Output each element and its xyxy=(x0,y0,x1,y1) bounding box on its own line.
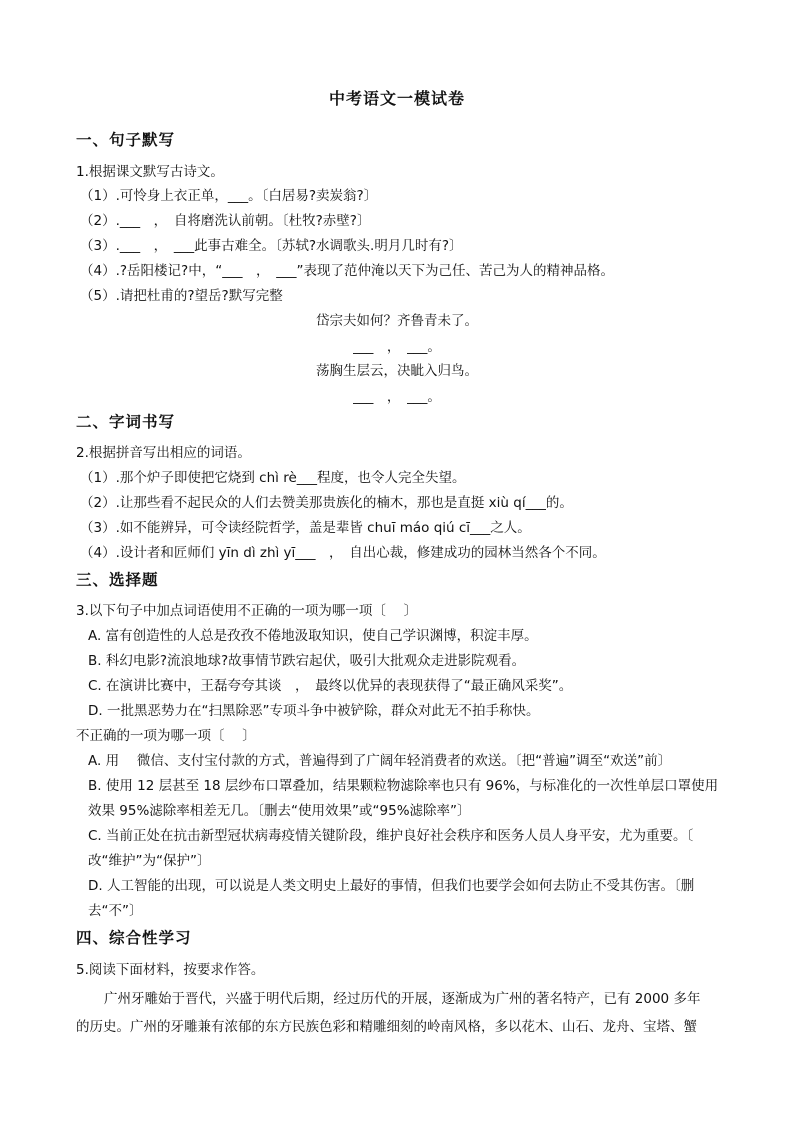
question-3-stem: 3.以下句子中加点词语使用不正确的一项为哪一项〔 〕 xyxy=(76,603,418,619)
reading-paragraph-line-2: 的历史。广州的牙雕兼有浓郁的东方民族色彩和精雕细刻的岭南风格，多以花木、山石、龙舟、宝塔、蟹 xyxy=(76,1019,697,1035)
question-4-option-b-cont: 效果 95%滤除率相差无几。〔删去“使用效果”或“95%滤除率”〕 xyxy=(88,803,471,819)
poem-line-2: ___ ， ___。 xyxy=(353,339,441,355)
poem-line-3: 荡胸生层云，决眦入归鸟。 xyxy=(316,363,478,379)
question-1-item-3: （3）.___ ， ___此事古难全。〔苏轼?水调歌头.明月几时有?〕 xyxy=(80,238,463,254)
question-1-item-1: （1）.可怜身上衣正单，___。〔白居易?卖炭翁?〕 xyxy=(80,188,378,204)
question-1-item-2: （2）.___ ， 自将磨洗认前朝。〔杜牧?赤壁?〕 xyxy=(80,213,371,229)
section-heading-3: 三、选择题 xyxy=(76,571,159,589)
question-4-option-b: B. 使用 12 层甚至 18 层纱布口罩叠加，结果颗粒物滤除率也只有 96%，与标准化的一次性单层口罩使用 xyxy=(88,778,719,794)
question-2-item-3: （3）.如不能辨异，可令读经院哲学，盖是辈皆 chuī máo qiú cī___之人。 xyxy=(80,520,531,536)
question-5-stem: 5.阅读下面材料，按要求作答。 xyxy=(76,962,265,978)
page-title: 中考语文一模试卷 xyxy=(328,89,465,108)
poem-line-1: 岱宗夫如何？齐鲁青未了。 xyxy=(316,313,478,329)
section-heading-2: 二、字词书写 xyxy=(76,413,176,431)
question-2-item-4: （4）.设计者和匠师们 yīn dì zhì yī___ ， 自出心裁，修建成功的园林当然各个不同。 xyxy=(80,545,606,561)
question-3-option-a: A. 富有创造性的人总是孜孜不倦地汲取知识，使自己学识渊博，积淀丰厚。 xyxy=(88,628,538,644)
question-1-item-5: （5）.请把杜甫的?望岳?默写完整 xyxy=(80,288,283,304)
reading-paragraph-line-1: 广州牙雕始于晋代，兴盛于明代后期，经过历代的开展，逐渐成为广州的著名特产，已有 2000 多年 xyxy=(104,991,701,1007)
question-4-stem: 不正确的一项为哪一项〔 〕 xyxy=(76,728,256,744)
poem-line-4: ___ ， ___。 xyxy=(353,389,441,405)
question-2-stem: 2.根据拼音写出相应的词语。 xyxy=(76,445,251,461)
section-heading-4: 四、综合性学习 xyxy=(76,929,192,947)
question-4-option-c: C. 当前正处在抗击新型冠状病毒疫情关键阶段，维护良好社会秩序和医务人员人身平安，尤为重要。〔 xyxy=(88,828,694,844)
question-1-item-4: （4）.?岳阳楼记?中，“___ ， ___”表现了范仲淹以天下为己任、苦己为人的精神品格。 xyxy=(80,263,614,279)
question-3-option-c: C. 在演讲比赛中，王磊夸夸其谈 ， 最终以优异的表现获得了“最正确风采奖”。 xyxy=(88,678,573,694)
question-3-option-d: D. 一批黑恶势力在“扫黑除恶”专项斗争中被铲除，群众对此无不拍手称快。 xyxy=(88,703,540,719)
question-4-option-d-cont: 去“不”〕 xyxy=(88,903,143,919)
section-heading-1: 一、句子默写 xyxy=(76,131,176,149)
question-2-item-2: （2）.让那些看不起民众的人们去赞美那贵族化的楠木，那也是直挺 xiù qí___的。 xyxy=(80,495,573,511)
question-3-option-b: B. 科幻电影?流浪地球?故事情节跌宕起伏，吸引大批观众走进影院观看。 xyxy=(88,653,526,669)
question-4-option-d: D. 人工智能的出现，可以说是人类文明史上最好的事情，但我们也要学会如何去防止不受其伤害。〔删 xyxy=(88,878,695,894)
question-1-stem: 1.根据课文默写古诗文。 xyxy=(76,164,224,180)
question-2-item-1: （1）.那个炉子即使把它烧到 chì rè___程度，也令人完全失望。 xyxy=(80,470,466,486)
question-4-option-c-cont: 改“维护”为“保护”〕 xyxy=(88,853,211,869)
question-4-option-a: A. 用 微信、支付宝付款的方式，普遍得到了广阔年轻消费者的欢送。〔把“普遍”调至“欢送”前〕 xyxy=(88,753,672,769)
